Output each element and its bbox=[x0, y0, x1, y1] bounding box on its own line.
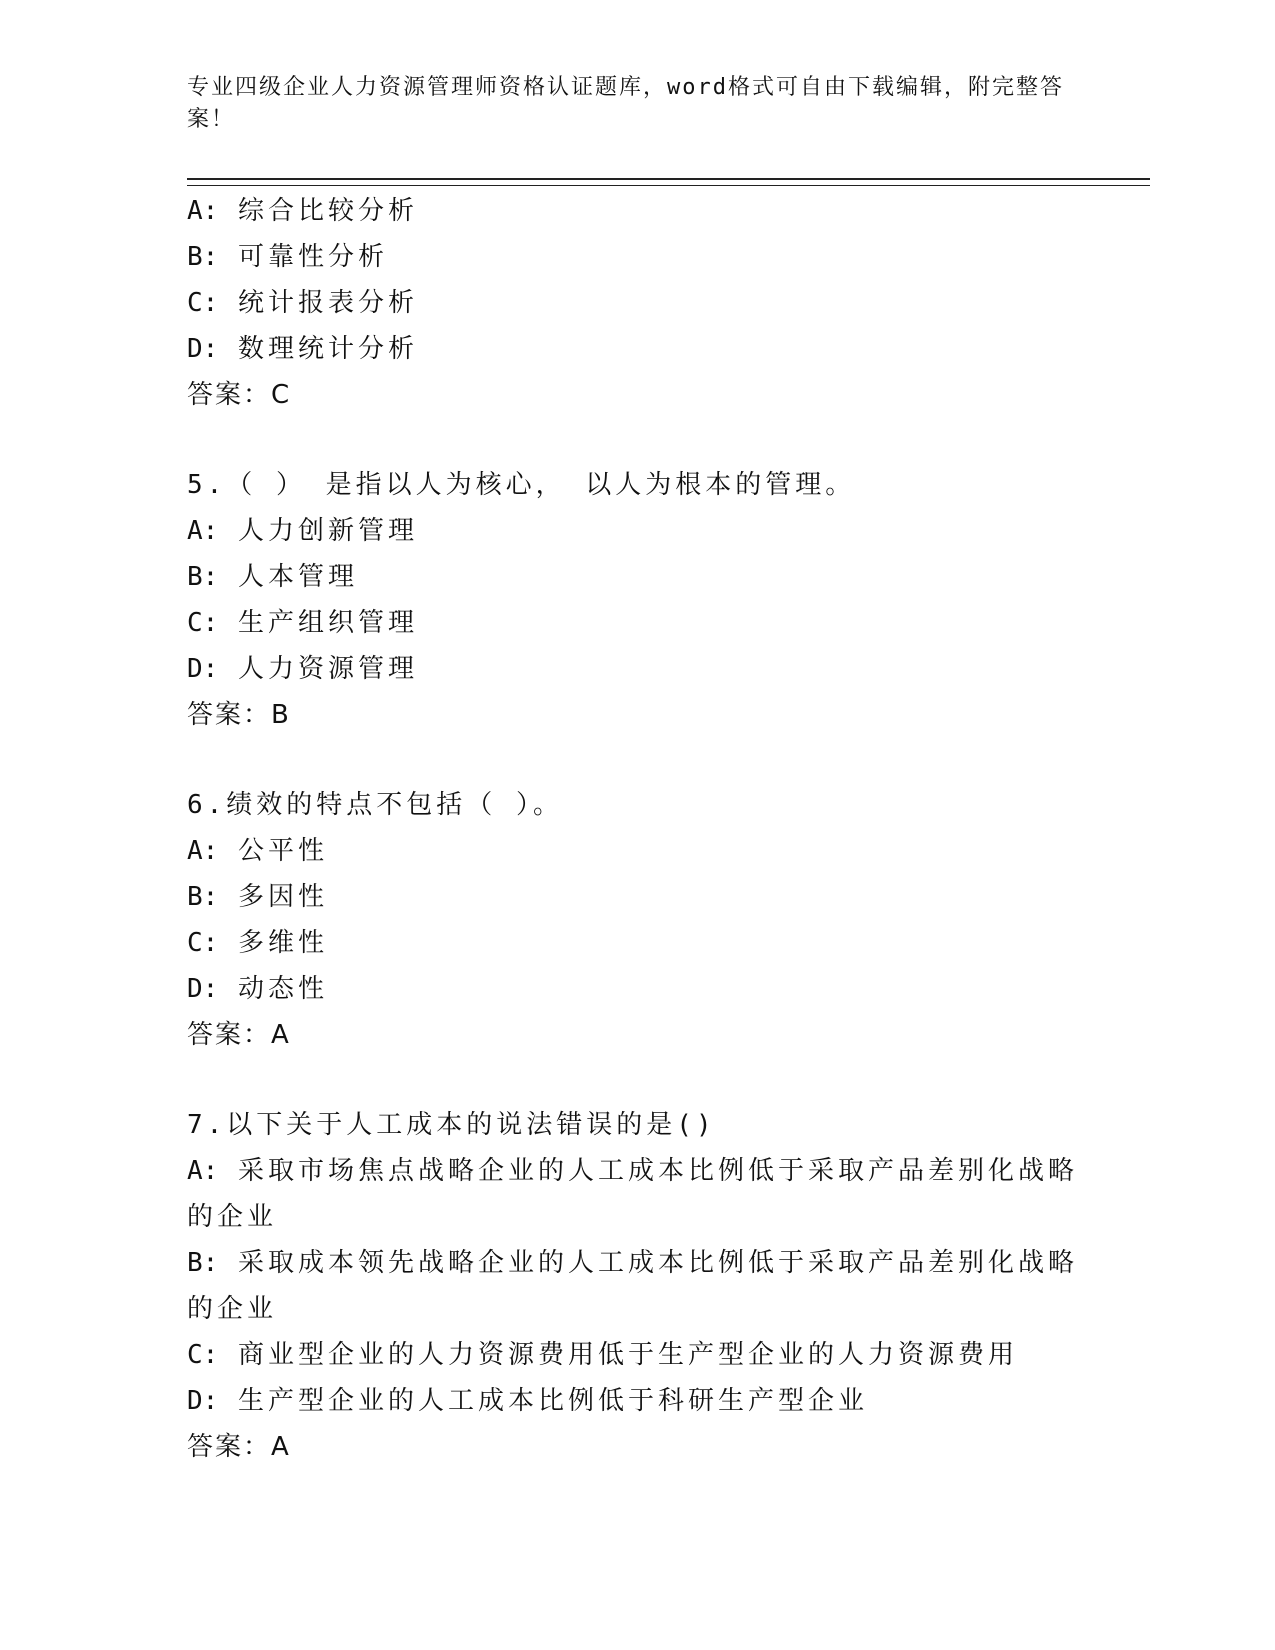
option-a: A: 综合比较分析 bbox=[187, 196, 418, 226]
option-c: C: 商业型企业的人力资源费用低于生产型企业的人力资源费用 bbox=[187, 1340, 1018, 1370]
question-stem: 7.以下关于人工成本的说法错误的是() bbox=[187, 1110, 716, 1140]
option-b: B: 采取成本领先战略企业的人工成本比例低于采取产品差别化战略的企业 bbox=[187, 1248, 1078, 1324]
option-d: D: 数理统计分析 bbox=[187, 334, 418, 364]
question-block bbox=[187, 462, 1087, 738]
answer: 答案：C bbox=[187, 380, 292, 410]
page-header: 专业四级企业人力资源管理师资格认证题库，word格式可自由下载编辑，附完整答案！ bbox=[187, 75, 1064, 132]
option-d: D: 人力资源管理 bbox=[187, 654, 418, 684]
question-stem: 6.绩效的特点不包括（ ）。 bbox=[187, 790, 563, 820]
option-d: D: 动态性 bbox=[187, 974, 328, 1004]
question-stem: 5.（ ） 是指以人为核心， 以人为根本的管理。 bbox=[187, 470, 856, 500]
question-block bbox=[187, 1102, 1087, 1470]
question-block bbox=[187, 188, 1087, 418]
question-block bbox=[187, 782, 1087, 1058]
answer: 答案：A bbox=[187, 1432, 291, 1462]
answer: 答案：B bbox=[187, 700, 291, 730]
option-b: B: 可靠性分析 bbox=[187, 242, 388, 272]
option-a: A: 采取市场焦点战略企业的人工成本比例低于采取产品差别化战略的企业 bbox=[187, 1156, 1078, 1232]
option-a: A: 人力创新管理 bbox=[187, 516, 418, 546]
option-b: B: 人本管理 bbox=[187, 562, 358, 592]
option-b: B: 多因性 bbox=[187, 882, 328, 912]
header-rule bbox=[187, 178, 1150, 186]
option-c: C: 统计报表分析 bbox=[187, 288, 418, 318]
option-c: C: 生产组织管理 bbox=[187, 608, 418, 638]
option-c: C: 多维性 bbox=[187, 928, 328, 958]
answer: 答案：A bbox=[187, 1020, 291, 1050]
option-d: D: 生产型企业的人工成本比例低于科研生产型企业 bbox=[187, 1386, 868, 1416]
option-a: A: 公平性 bbox=[187, 836, 328, 866]
question-list bbox=[187, 188, 1087, 1514]
